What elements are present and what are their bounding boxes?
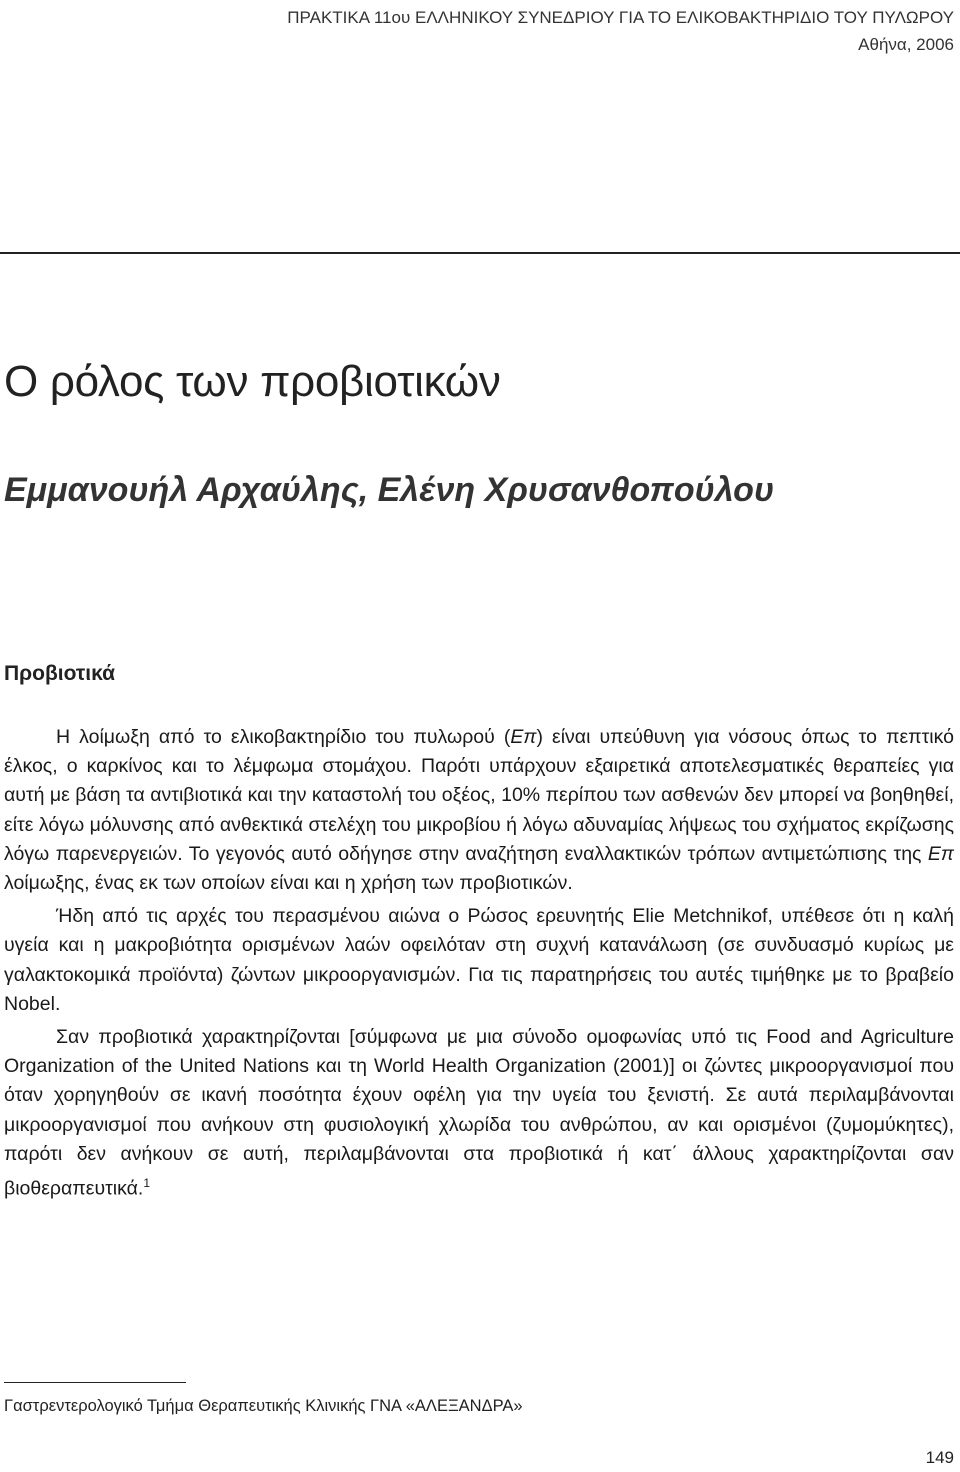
reference-marker: 1 [143,1176,151,1191]
running-header [287,4,954,58]
paragraph-2: Ήδη από τις αρχές του περασμένου αιώνα ο Ρώσος ερευνητής Elie Metchnikof, υπέθεσε ότι η καλή υγεία και η μακροβιότητα ορισμένων λαών οφειλόταν στη συχνή κατανάλωση (σε συνδυασμό κυρίως με γαλακτοκομικά προϊόντα) ζώντων μικροοργανισμών. Για τις παρατηρήσεις του αυτές τιμήθηκε με το βραβείο Nobel. [4,905,954,1015]
paragraph-1: Η λοίμωξη από το ελικοβακτηρίδιο του πυλωρού (Επ) είναι υπεύθυνη για νόσους όπως το πεπτικό έλκος, ο καρκίνος και το λέμφωμα στομάχου. Παρότι υπάρχουν εξαιρετικά αποτελεσματικές θεραπείες για αυτή με βάση τα αντιβιοτικά και την καταστολή του οξέος, 10% περίπου των ασθενών δεν μπορεί να βοηθηθεί, είτε λόγω μόλυνσης από ανθεκτικά στελέχη του μικροβίου ή λόγω αδυναμίας λήψεως του σχήματος εκρίζωσης λόγω παρενεργειών. Το γεγονός αυτό οδήγησε στην αναζήτηση εναλλακτικών τρόπων αντιμετώπισης της Επ λοίμωξης, ένας εκ των οποίων είναι και η χρήση των προβιοτικών. [4,726,954,895]
footnote-affiliation: Γαστρεντερολογικό Τμήμα Θεραπευτικής Κλινικής ΓΝΑ «ΑΛΕΞΑΝΔΡΑ» [4,1397,523,1415]
header-divider [0,252,960,254]
section-heading: Προβιοτικά [4,662,116,685]
article-body [4,723,954,1204]
page-number: 149 [925,1448,954,1467]
abbr-ep: Επ [510,726,537,748]
header-location-year: Αθήνα, 2006 [858,35,954,54]
abbr-ep: Επ [927,842,954,865]
article-authors: Εμμανουήλ Αρχαύλης, Ελένη Χρυσανθοπούλου [4,471,775,509]
article-title: Ο ρόλος των προβιοτικών [4,357,501,406]
header-proceedings-title: ΠΡΑΚΤΙΚΑ 11ου ΕΛΛΗΝΙΚΟΥ ΣΥΝΕΔΡΙΟΥ ΓΙΑ ΤΟ ΕΛΙΚΟΒΑΚΤΗΡΙΔΙΟ ΤΟΥ ΠΥΛΩΡΟΥ [287,8,954,27]
paragraph-3: Σαν προβιοτικά χαρακτηρίζονται [σύμφωνα με μια σύνοδο ομοφωνίας υπό τις Food and Agriculture Organization of the United Nations και τη World Health Organization (2001)] οι ζώντες μικροοργανισμοί που όταν χορηγηθούν σε ικανή ποσότητα έχουν οφέλη για την υγεία του ξενιστή. Σε αυτά περιλαμβάνονται μικροοργανισμοί που ανήκουν στη φυσιολογική χλωρίδα του ανθρώπου, αν και ορισμένοι (ζυμομύκητες), παρότι δεν ανήκουν σε αυτή, περιλαμβάνονται στα προβιοτικά ή κατ΄ άλλους χαρακτηρίζονται σαν βιοθεραπευτικά.$^1$ [4,1026,954,1200]
footnote-divider [4,1382,186,1383]
